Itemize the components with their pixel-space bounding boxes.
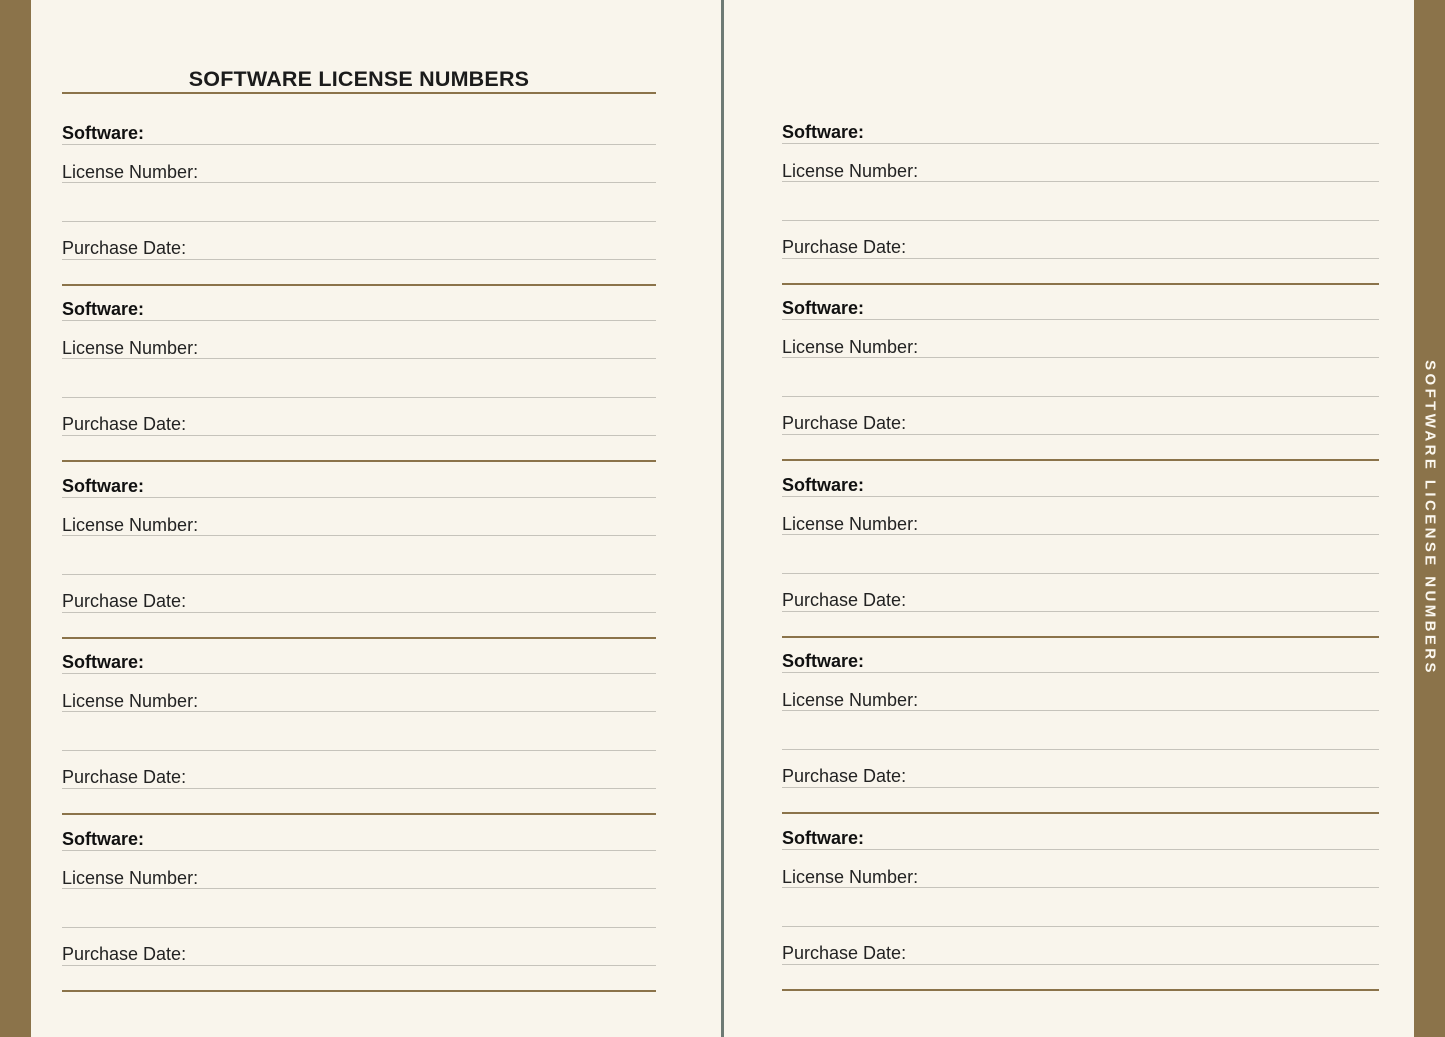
license-number-label: License Number: [782, 514, 919, 534]
right-page [724, 0, 1414, 1037]
software-field-line[interactable] [62, 850, 656, 851]
software-label: Software: [782, 475, 865, 495]
software-field-line[interactable] [782, 496, 1379, 497]
entry-divider [782, 636, 1379, 638]
purchase-date-field-line[interactable] [62, 612, 656, 613]
license-number-label: License Number: [62, 338, 199, 358]
license-entry [782, 292, 1379, 468]
software-field-line[interactable] [62, 673, 656, 674]
license-number-field-line[interactable] [782, 887, 1379, 888]
purchase-date-field-line[interactable] [782, 787, 1379, 788]
license-number-field-line-2[interactable] [62, 221, 656, 222]
software-field-line[interactable] [782, 143, 1379, 144]
left-page [31, 0, 722, 1037]
purchase-date-label: Purchase Date: [62, 238, 187, 258]
entry-divider [782, 812, 1379, 814]
entry-divider [782, 459, 1379, 461]
license-number-field-line-2[interactable] [782, 749, 1379, 750]
entry-divider [782, 283, 1379, 285]
section-side-tab [1414, 0, 1445, 1037]
purchase-date-label: Purchase Date: [62, 591, 187, 611]
purchase-date-label: Purchase Date: [782, 413, 907, 433]
software-label: Software: [62, 299, 145, 319]
entry-divider [782, 989, 1379, 991]
license-number-label: License Number: [62, 691, 199, 711]
license-number-field-line[interactable] [62, 358, 656, 359]
purchase-date-label: Purchase Date: [782, 766, 907, 786]
license-number-field-line[interactable] [62, 535, 656, 536]
license-number-field-line-2[interactable] [62, 397, 656, 398]
purchase-date-field-line[interactable] [782, 964, 1379, 965]
software-label: Software: [62, 123, 145, 143]
license-entry [782, 469, 1379, 645]
purchase-date-label: Purchase Date: [782, 237, 907, 257]
license-number-field-line-2[interactable] [782, 573, 1379, 574]
purchase-date-label: Purchase Date: [62, 414, 187, 434]
software-field-line[interactable] [62, 497, 656, 498]
license-number-field-line[interactable] [782, 357, 1379, 358]
entry-divider [62, 813, 656, 815]
software-field-line[interactable] [782, 319, 1379, 320]
license-number-field-line-2[interactable] [62, 574, 656, 575]
software-label: Software: [62, 652, 145, 672]
purchase-date-field-line[interactable] [62, 965, 656, 966]
license-number-label: License Number: [62, 515, 199, 535]
purchase-date-field-line[interactable] [62, 259, 656, 260]
entry-divider [62, 284, 656, 286]
license-number-field-line-2[interactable] [782, 220, 1379, 221]
license-number-label: License Number: [782, 337, 919, 357]
license-entry [782, 116, 1379, 292]
entry-divider [62, 460, 656, 462]
license-entry [782, 822, 1379, 998]
title-rule [62, 92, 656, 94]
side-tab-label: SOFTWARE LICENSE NUMBERS [1421, 360, 1438, 676]
license-number-label: License Number: [62, 162, 199, 182]
purchase-date-field-line[interactable] [782, 611, 1379, 612]
license-number-field-line[interactable] [782, 534, 1379, 535]
license-entry [62, 470, 656, 646]
software-label: Software: [782, 828, 865, 848]
license-number-field-line[interactable] [62, 888, 656, 889]
software-label: Software: [782, 122, 865, 142]
license-entry [782, 645, 1379, 821]
license-number-field-line[interactable] [782, 181, 1379, 182]
license-entry [62, 117, 656, 293]
license-number-field-line[interactable] [62, 711, 656, 712]
purchase-date-field-line[interactable] [782, 434, 1379, 435]
license-number-field-line-2[interactable] [62, 750, 656, 751]
software-label: Software: [782, 651, 865, 671]
license-number-label: License Number: [782, 161, 919, 181]
license-entry [62, 293, 656, 469]
license-entry [62, 646, 656, 822]
license-number-field-line-2[interactable] [782, 396, 1379, 397]
software-label: Software: [62, 829, 145, 849]
purchase-date-label: Purchase Date: [62, 767, 187, 787]
software-label: Software: [62, 476, 145, 496]
purchase-date-label: Purchase Date: [62, 944, 187, 964]
license-number-label: License Number: [782, 867, 919, 887]
entry-divider [62, 637, 656, 639]
purchase-date-field-line[interactable] [62, 788, 656, 789]
entry-divider [62, 990, 656, 992]
license-number-field-line-2[interactable] [782, 926, 1379, 927]
license-number-label: License Number: [62, 868, 199, 888]
license-number-field-line[interactable] [782, 710, 1379, 711]
purchase-date-label: Purchase Date: [782, 943, 907, 963]
purchase-date-field-line[interactable] [782, 258, 1379, 259]
purchase-date-field-line[interactable] [62, 435, 656, 436]
software-field-line[interactable] [782, 672, 1379, 673]
page-title: SOFTWARE LICENSE NUMBERS [188, 67, 530, 91]
license-entry [62, 823, 656, 999]
license-number-field-line-2[interactable] [62, 927, 656, 928]
software-field-line[interactable] [782, 849, 1379, 850]
software-field-line[interactable] [62, 144, 656, 145]
license-number-label: License Number: [782, 690, 919, 710]
license-number-field-line[interactable] [62, 182, 656, 183]
software-label: Software: [782, 298, 865, 318]
software-field-line[interactable] [62, 320, 656, 321]
purchase-date-label: Purchase Date: [782, 590, 907, 610]
